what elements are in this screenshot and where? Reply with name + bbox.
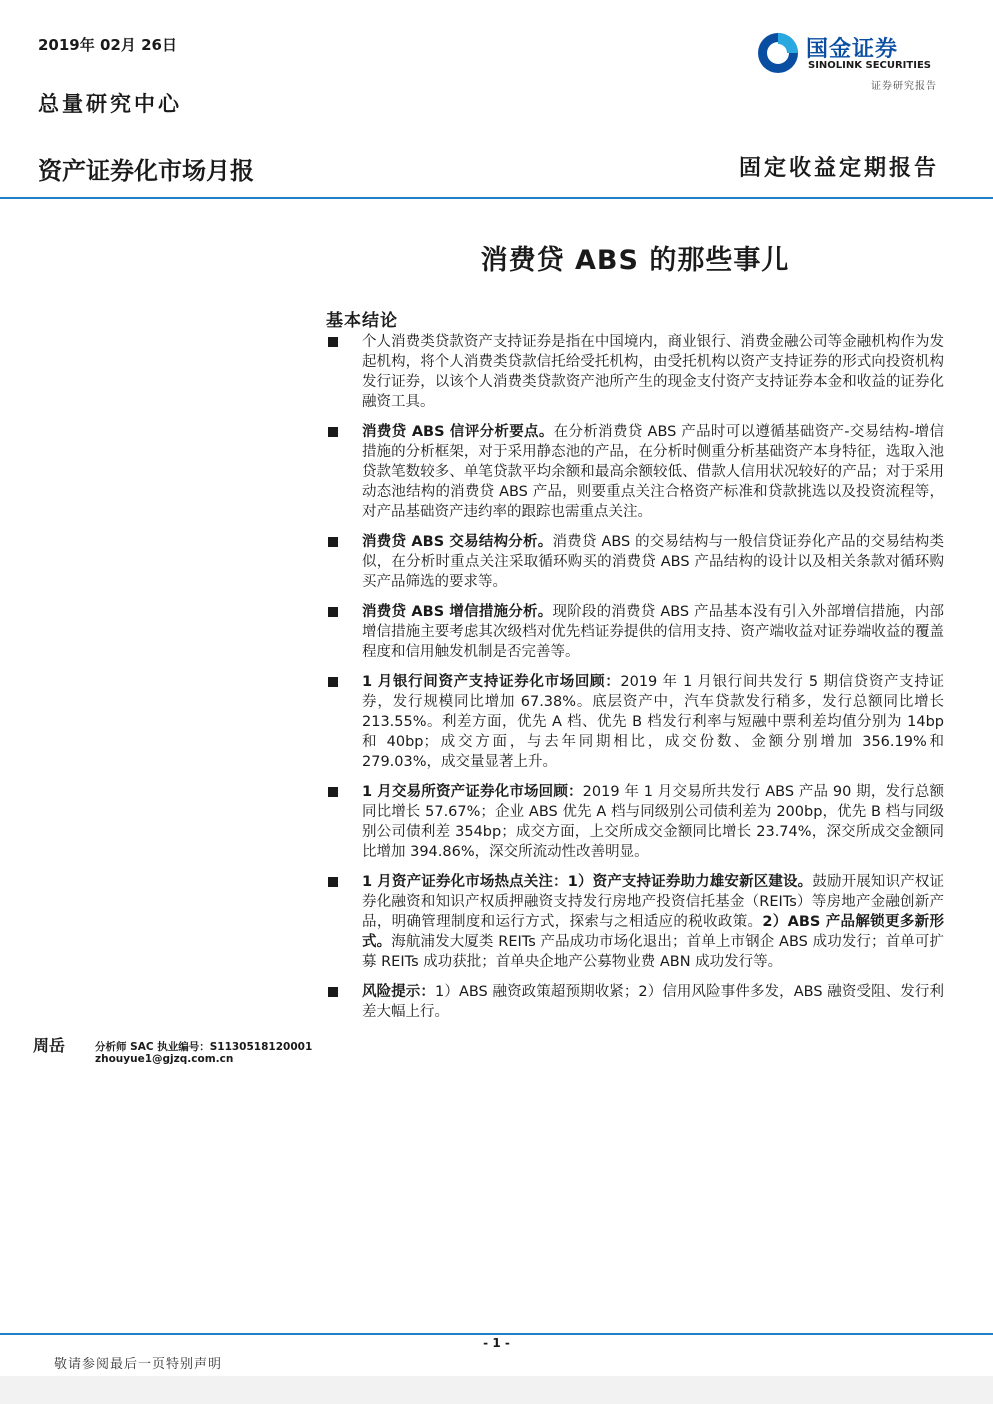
square-bullet-icon [328,877,338,887]
square-bullet-icon [328,987,338,997]
author-sac-id: 分析师 SAC 执业编号：S1130518120001 [95,1041,313,1053]
bullet-text: 现阶段的消费贷 ABS 产品基本没有引入外部增信措施，内部增信措施主要考虑其次级档对优先档证券提供的信用支持、资产端收益对证券端收益的覆盖程度和信用触发机制是否完善等。 [362,604,944,660]
bullet-lead: 消费贷 ABS 增信措施分析。 [362,604,553,620]
bullet-text: 2019 年 1 月交易所共发行 ABS 产品 90 期，发行总额同比增长 57.67%；企业 ABS 优先 A 档与同级别公司债利差为 200bp，优先 B 档与同级别公司债利差 354bp；成交方面，上交所成交金额同比增长 23.74%，深交所成交金额同比增加 394.86%，深交所流动性改善明显。 [362,784,945,860]
report-date: 2019年 02月 26日 [38,36,177,54]
list-item [326,782,944,862]
list-item [326,602,944,662]
bullet-text: 鼓励开展知识产权证券化融资和知识产权质押融资支持发行房地产投资信托基金（REITs）等房地产金融创新产品，明确管理制度和运行方式，探索与之相适应的税收政策。 [362,874,944,930]
square-bullet-icon [328,787,338,797]
square-bullet-icon [328,677,338,687]
bullet-text-2: 海航浦发大厦类 REITs 产品成功市场化退出；首单上市钢企 ABS 成功发行；首单可扩募 REITs 成功获批；首单央企地产公募物业费 ABN 成功发行等。 [362,934,944,970]
list-item [326,672,944,772]
list-item [326,982,944,1022]
square-bullet-icon [328,427,338,437]
bullet-text: 在分析消费贷 ABS 产品时可以遵循基础资产-交易结构-增信措施的分析框架，对于采用静态池的产品，在分析时侧重分析基础资产本身特征，选取入池贷款笔数较多、单笔贷款平均余额和最高余额较低、借款人信用状况较好的产品；对于采用动态池结构的消费贷 ABS 产品，则要重点关注合格资产标准和贷款挑选以及投资流程等，对产品基础资产违约率的跟踪也需重点关注。 [362,424,945,520]
square-bullet-icon [328,537,338,547]
report-name: 资产证券化市场月报 [38,157,254,185]
logo-subtitle: 证券研究报告 [871,81,937,92]
report-title: 消费贷 ABS 的那些事儿 [480,245,790,276]
conclusion-list [326,332,944,1032]
bullet-text: 个人消费类贷款资产支持证券是指在中国境内，商业银行、消费金融公司等金融机构作为发起机构，将个人消费类贷款信托给受托机构，由受托机构以资产支持证券的形式向投资机构发行证券，以该个人消费类贷款资产池所产生的现金支付资产支持证券本金和收益的证券化融资工具。 [362,334,944,410]
header-divider [0,197,993,199]
page-number: - 1 - [483,1336,510,1350]
report-type: 固定收益定期报告 [738,155,939,181]
bullet-lead: 消费贷 ABS 信评分析要点。 [362,424,554,440]
footer-bar [0,1376,993,1404]
bullet-text: 消费贷 ABS 的交易结构与一般信贷证券化产品的交易结构类似，在分析时重点关注采取循环购买的消费贷 ABS 产品结构的设计以及相关条款对循环购买产品筛选的要求等。 [362,534,944,590]
disclaimer: 敬请参阅最后一页特别声明 [54,1357,223,1372]
bullet-lead: 1 月银行间资产支持证券化市场回顾： [362,674,621,690]
bullet-lead-2: 2）ABS 产品解锁更多新形式。 [362,914,944,950]
bullet-lead: 1 月交易所资产证券化市场回顾： [362,784,583,800]
list-item [326,532,944,592]
research-center: 总量研究中心 [38,91,182,116]
section-title: 基本结论 [326,311,398,331]
bullet-text: 2019 年 1 月银行间共发行 5 期信贷资产支持证券，发行规模同比增加 67.38%。底层资产中，汽车贷款发行稍多，发行总额同比增长 213.55%。利差方面，优先 A 档、优先 B 档发行利率与短融中票利差均值分别为 14bp 和 40bp；成交方面，与去年同期相比，成交份数、金额分别增加 356.19%和 279.03%，成交量显著上升。 [362,674,944,770]
author-email[interactable]: zhouyue1@gjzq.com.cn [95,1053,234,1065]
square-bullet-icon [328,607,338,617]
list-item [326,332,944,412]
logo-name-en: SINOLINK SECURITIES [808,60,931,71]
bullet-lead: 1 月资产证券化市场热点关注：1）资产支持证券助力雄安新区建设。 [362,874,813,890]
list-item [326,422,944,522]
bullet-lead: 风险提示： [362,984,436,1000]
logo-name-cn: 国金证券 [806,37,899,62]
footer-divider [0,1333,993,1335]
author-name: 周岳 [33,1036,66,1055]
bullet-text: 1）ABS 融资政策超预期收紧；2）信用风险事件多发，ABS 融资受阻、发行利差大幅上行。 [362,984,944,1020]
list-item [326,872,944,972]
bullet-lead: 消费贷 ABS 交易结构分析。 [362,534,553,550]
square-bullet-icon [328,337,338,347]
